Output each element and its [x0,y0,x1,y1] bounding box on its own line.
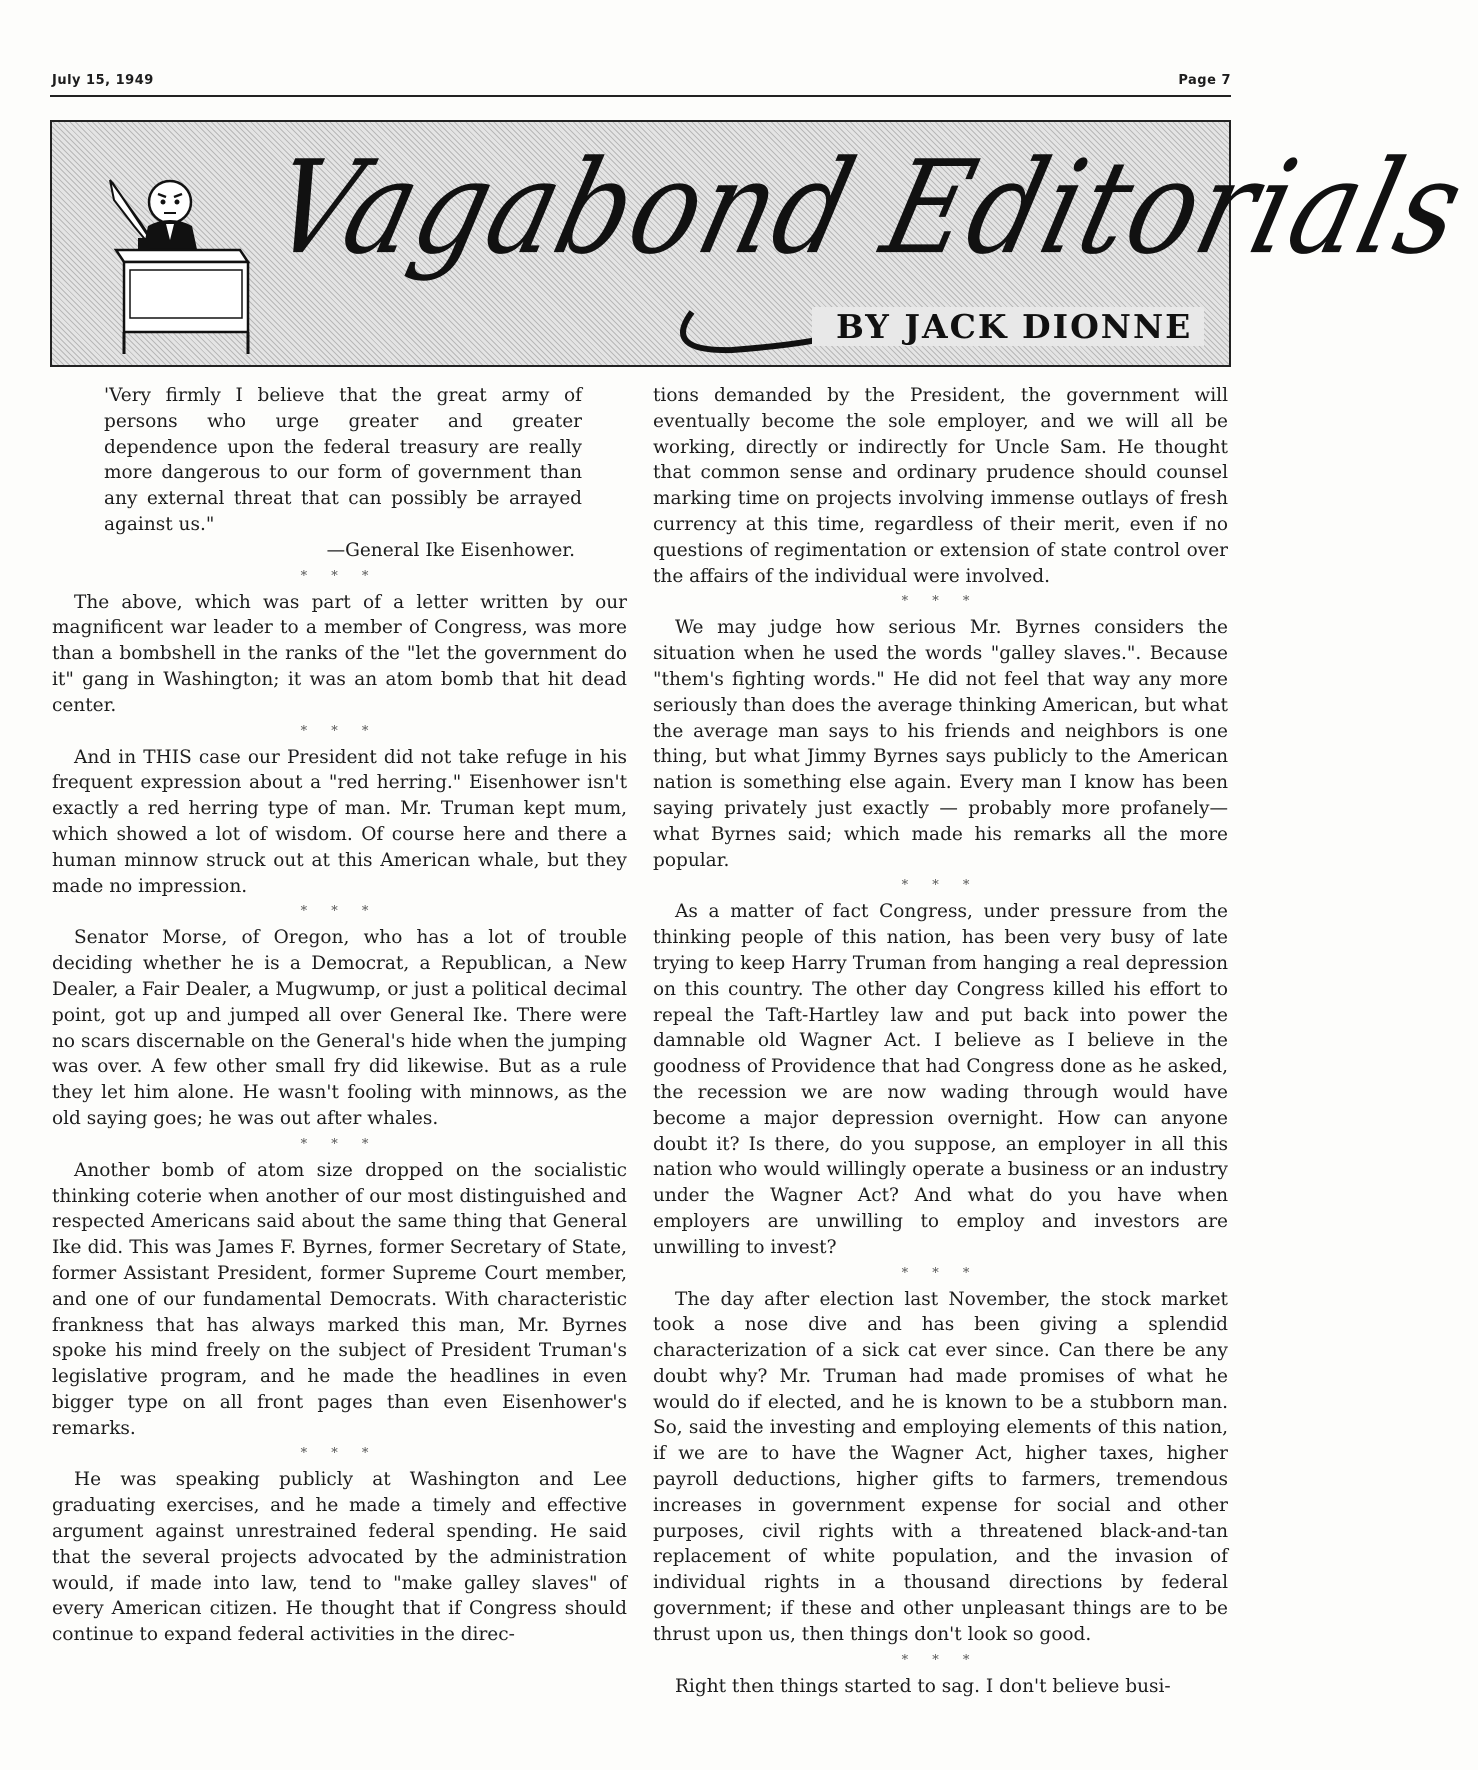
paragraph: Another bomb of atom size dropped on the socialistic thinking coterie when another of our most distinguished and respected Americans said about the same thing that General Ike did. This was James F. Byrnes, former Secretary of State, former Assistant President, former Supreme Court member, and one of our fundamental Democrats. With characteristic frankness that has always marked this man, Mr. Byrnes spoke his mind freely on the subject of President Truman's legislative program, and he made the headlines in even bigger type on all front pages than even Eisenhower's remarks. [52,1159,627,1439]
header-rule [50,95,1231,97]
paragraph: We may judge how serious Mr. Byrnes considers the situation when he used the words "galley slaves.". Because "them's fighting words." He did not feel that way any more seriously than does the average thinking American, but what the average man says to his friends and neighbors is one thing, but what Jimmy Byrnes says publicly to the American nation is something else again. Every man I know has been saying privately just exactly — probably more profanely—what Byrnes said; which made his remarks all the more popular. [653,617,1228,871]
section-separator: * * * [901,1652,980,1668]
paragraph: He was speaking publicly at Washington and Lee graduating exercises, and he made a timely and effective argument against unrestrained federal spending. He said that the several projects advocated by the administration would, if made into law, tend to "make galley slaves" of every American citizen. He thought that if Congress should continue to expand federal activities in the direc- [52,1469,627,1646]
section-separator: * * * [901,1265,980,1281]
quote-text: 'Very firmly I believe that the great army of persons who urge greater and greater dependence upon the federal treasury are really more dangerous to our form of government than any external threat that can possibly be arrayed against us." [104,385,582,535]
paragraph: Senator Morse, of Oregon, who has a lot of trouble deciding whether he is a Democrat, a Republican, a New Dealer, a Fair Dealer, a Mugwump, or just a political decimal point, got up and jumped all over General Ike. There were no scars discernable on the General's hide when the jumping was over. A few other small fry did likewise. But as a rule they let him alone. He wasn't fooling with minnows, as the old saying goes; he was out after whales. [52,927,627,1129]
section-separator: * * * [300,1446,379,1462]
issue-date: July 15, 1949 [52,73,154,88]
section-separator: * * * [901,594,980,610]
page-number: Page 7 [1178,73,1231,88]
paragraph: The day after election last November, the stock market took a nose dive and has been giving a splendid characterization of a sick cat ever since. Can there be any doubt why? Mr. Truman had made promises of what he would do if elected, and he is known to be a stubborn man. So, said the investing and employing elements of this nation, if we are to have the Wagner Act, higher taxes, higher payroll deductions, higher gifts to farmers, tremendous increases in government expense for social and other purposes, civil rights with a threatened black-and-tan replacement of white population, and the invasion of individual rights in a thousand directions by federal government; if these and other unpleasant things are to be thrust upon us, then things don't look so good. [653,1288,1228,1645]
section-separator: * * * [300,1136,379,1152]
section-separator: * * * [300,904,379,920]
paragraph: The above, which was part of a letter written by our magnificent war leader to a member of Congress, was more than a bombshell in the ranks of the "let the government do it" gang in Washington; it was an atom bomb that hit dead center. [52,591,627,716]
left-column [52,383,627,1648]
masthead-title: Vagabond Editorials [257,133,1478,284]
paragraph: Right then things started to sag. I don't believe busi- [675,1675,1171,1697]
masthead-banner [50,120,1478,367]
paragraph: And in THIS case our President did not take refuge in his frequent expression about a "red herring." Eisenhower isn't exactly a red herring type of man. Mr. Truman kept mum, which showed a lot of wisdom. Of course here and there a human minnow struck out at this American whale, but they made no impression. [52,746,627,897]
right-column [653,383,1228,1699]
epigraph-quote [52,383,627,538]
paragraph: tions demanded by the President, the government will eventually become the sole employer, and we will all be working, directly or indirectly for Uncle Sam. He thought that common sense and ordinary prudence should counsel marking time on projects involving immense outlays of fresh currency at this time, regardless of their merit, even if no questions of regimentation or extension of state control over the affairs of the individual were involved. [653,385,1228,587]
quote-attribution: —General Ike Eisenhower. [326,539,575,561]
section-separator: * * * [901,878,980,894]
section-separator: * * * [300,723,379,739]
byline: BY JACK DIONNE [812,307,1204,346]
paragraph: As a matter of fact Congress, under pressure from the thinking people of this nation, has been very busy of late trying to keep Harry Truman from hanging a real depression on this country. The other day Congress killed his effort to repeal the Taft-Hartley law and put back into power the damnable old Wagner Act. I believe as I believe in the goodness of Providence that had Congress done as he asked, the recession we are now wading through would have become a major depression overnight. How can anyone doubt it? Is there, do you suppose, an employer in all this nation who would willingly operate a business or an industry under the Wagner Act? And what do you have when employers are unwilling to employ and investors are unwilling to invest? [653,901,1228,1258]
page-header [52,73,1231,95]
section-separator: * * * [300,568,379,584]
